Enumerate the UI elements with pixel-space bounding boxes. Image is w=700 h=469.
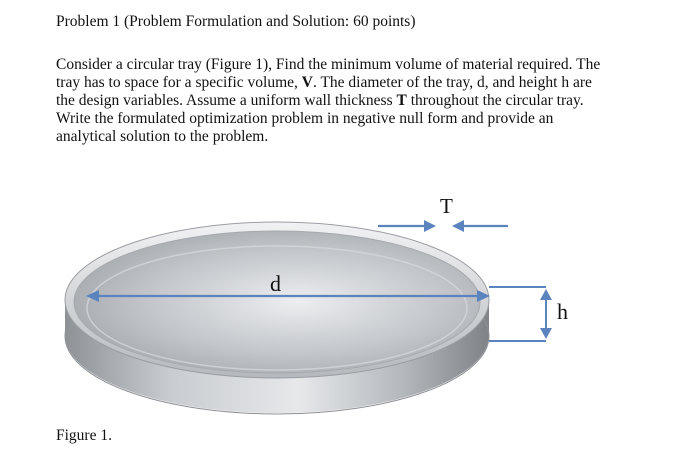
statement-text: . The diameter of the tray, d, and height h are (312, 74, 592, 91)
statement-text: Write the formulated optimization problem in negative null form and provide an (56, 110, 554, 127)
bold-symbol: T (396, 92, 407, 109)
height-dimension (489, 287, 552, 341)
statement-text: Consider a circular tray (Figure 1), Find the minimum volume of material required. The (56, 56, 601, 73)
diameter-label: d (270, 271, 281, 296)
statement-text: throughout the circular tray. (406, 92, 584, 109)
height-label: h (557, 299, 568, 324)
statement-text: tray has to space for a specific volume, (56, 74, 302, 91)
figure-caption: Figure 1. (56, 427, 112, 444)
thickness-label: T (440, 194, 453, 218)
statement-text: analytical solution to the problem. (56, 128, 269, 145)
statement-text: the design variables. Assume a uniform wall thickness (56, 92, 397, 109)
tray-rim (65, 222, 489, 378)
thickness-arrows (378, 220, 508, 232)
problem-heading: Problem 1 (Problem Formulation and Solution: 60 points) (56, 13, 416, 30)
bold-symbol: V (301, 74, 313, 91)
